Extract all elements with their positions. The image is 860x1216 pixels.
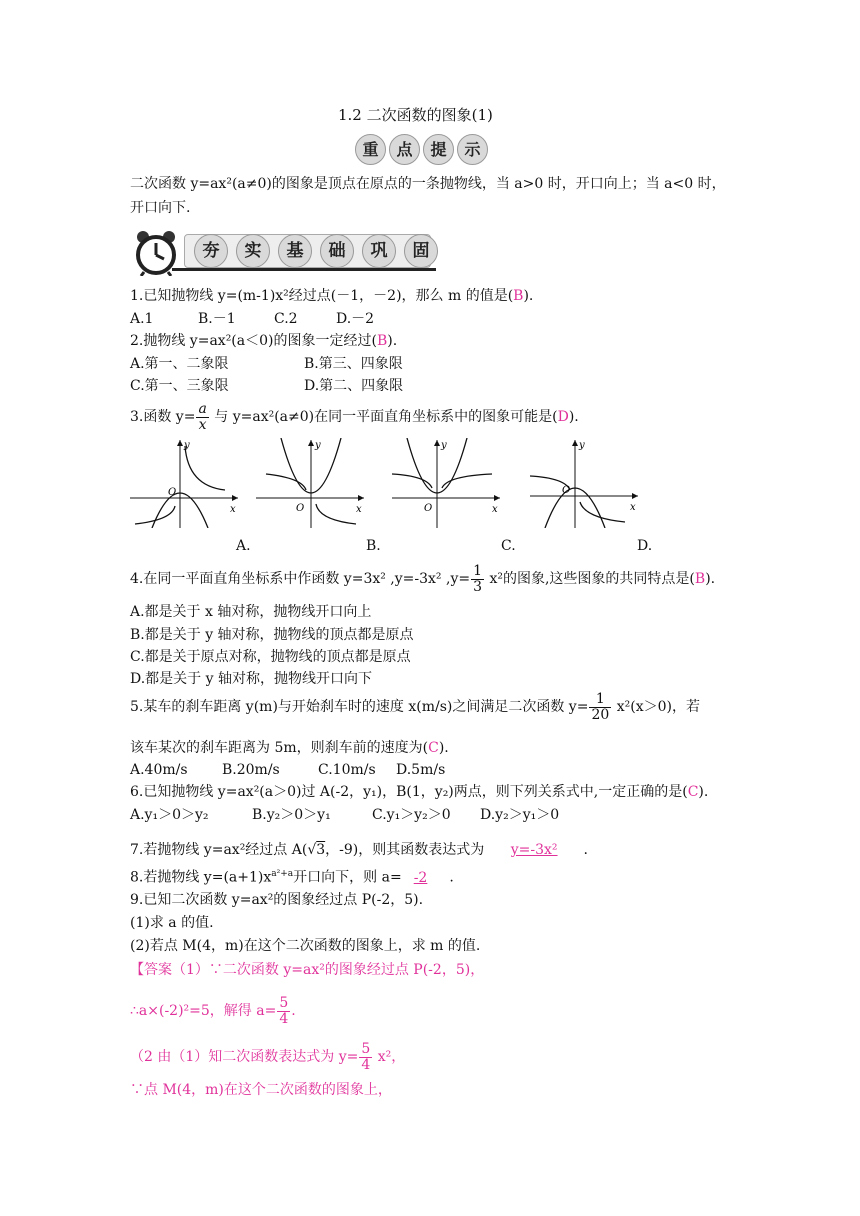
answer-line-4: ∵点 M(4，m)在这个二次函数的图象上， [130,1082,392,1098]
svg-text:x: x [356,504,362,515]
q1-option-b: B.－1 [198,311,236,327]
q5-option-d: D.5m/s [396,762,446,778]
q2-stem: 2.抛物线 y=ax²(a＜0)的图象一定经过(B). [130,333,398,349]
banner-char: 点 [389,134,420,165]
answer-line-3: （2 由（1）知二次函数表达式为 y= $\frac{5}{4}$ x²， [130,1041,406,1073]
q5-option-c: C.10m/s [318,762,376,778]
graph-label-d: D. [637,538,653,554]
banner-char: 重 [355,134,386,165]
section-banner-basics [132,228,438,276]
svg-text:O: O [168,487,177,498]
q8-stem: 8.若抛物线 $y=(a+1)x^{a^2+a}$开口向下，则 a= -2 . [130,869,454,886]
banner-char: 基 [278,234,312,268]
svg-text:O: O [424,503,433,514]
banner-char: 巩 [362,234,396,268]
q1-option-a: A.1 [130,311,154,327]
svg-text:x: x [230,504,236,515]
graph-option-a [130,438,240,528]
q6-option-c: C.y₁＞y₂＞0 [372,807,451,823]
banner-char: 实 [236,234,270,268]
graph-option-c [392,438,502,528]
graph-label-a: A. [236,538,251,554]
q5-option-b: B.20m/s [222,762,280,778]
answer-line-1: 【答案（1）∵二次函数 y=ax²的图象经过点 P(-2，5)， [130,962,485,978]
svg-text:O: O [296,503,305,514]
q6-option-d: D.y₂＞y₁＞0 [480,807,560,823]
q3-stem: 3.函数 y= $\frac{a}{x}$ 与 y=ax²(a≠0)在同一平面直角坐标系中的图象可能是(D). [130,401,579,433]
answer-line-2: ∴a×(-2)²=5，解得 a= $\frac{5}{4}$ . [130,995,296,1027]
q1-option-d: D.－2 [336,311,375,327]
graph-label-c: C. [501,538,516,554]
q4-stem: 4.在同一平面直角坐标系中作函数 y=3x² ,y=-3x² ,y= $\frac{1}{3}$ x²的图象,这些图象的共同特点是(B). [130,563,716,595]
svg-text:y: y [441,440,447,451]
q2-option-a: A.第一、二象限 [130,356,229,372]
svg-text:x: x [630,502,636,513]
banner-char: 固 [404,234,438,268]
svg-text:O: O [562,485,571,496]
intro-line-1: 二次函数 y=ax²(a≠0)的图象是顶点在原点的一条抛物线，当 a>0 时，开口向上；当 a<0 时， [130,176,726,192]
intro-line-2: 开口向下. [130,200,191,216]
banner-char: 夯 [194,234,228,268]
q5-stem-line-2: 该车某次的刹车距离为 5m，则刹车前的速度为(C). [130,740,449,756]
q5-option-a: A.40m/s [130,762,188,778]
q4-option-a: A.都是关于 x 轴对称，抛物线开口向上 [130,604,372,620]
q9-stem: 9.已知二次函数 y=ax²的图象经过点 P(-2，5). [130,892,424,908]
svg-text:y: y [579,440,585,451]
banner-char: 示 [457,134,488,165]
q8-answer: -2 [413,869,428,886]
graph-label-b: B. [366,538,381,554]
svg-text:y: y [315,440,321,451]
q2-option-c: C.第一、三象限 [130,378,229,394]
svg-text:x: x [492,504,498,515]
graph-option-b [256,438,366,528]
q6-option-b: B.y₂＞0＞y₁ [252,807,331,823]
q7-answer: y=-3x² [510,842,558,858]
q1-stem: 1.已知抛物线 y=(m-1)x²经过点(－1，－2)，那么 m 的值是(B). [130,288,534,304]
q4-option-b: B.都是关于 y 轴对称，抛物线的顶点都是原点 [130,627,414,643]
q4-option-c: C.都是关于原点对称，抛物线的顶点都是原点 [130,649,411,665]
section-banner-key-points [355,134,501,164]
q5-stem: 5.某车的刹车距离 y(m)与开始刹车时的速度 x(m/s)之间满足二次函数 y= $\frac{1}{20}$ x²(x＞0)，若 [130,691,700,723]
graph-option-d [530,438,640,528]
q1-option-c: C.2 [274,311,298,327]
q9-part-2: (2)若点 M(4，m)在这个二次函数的图象上，求 m 的值. [130,938,481,954]
svg-text:y: y [184,440,190,451]
q7-stem: 7.若抛物线 y=ax²经过点 A(√3，-9)，则其函数表达式为 y=-3x² . [130,842,588,858]
q2-option-d: D.第二、四象限 [304,378,404,394]
banner-char: 础 [320,234,354,268]
q6-option-a: A.y₁＞0＞y₂ [130,807,209,823]
banner-char: 提 [423,134,454,165]
q2-option-b: B.第三、四象限 [304,356,403,372]
page-title: 1.2 二次函数的图象(1) [338,106,493,124]
q4-option-d: D.都是关于 y 轴对称，抛物线开口向下 [130,671,372,687]
q6-stem: 6.已知抛物线 y=ax²(a＞0)过 A(-2，y₁)，B(1，y₂)两点，则下列关系式中,一定正确的是(C). [130,784,709,800]
q9-part-1: (1)求 a 的值. [130,915,214,931]
